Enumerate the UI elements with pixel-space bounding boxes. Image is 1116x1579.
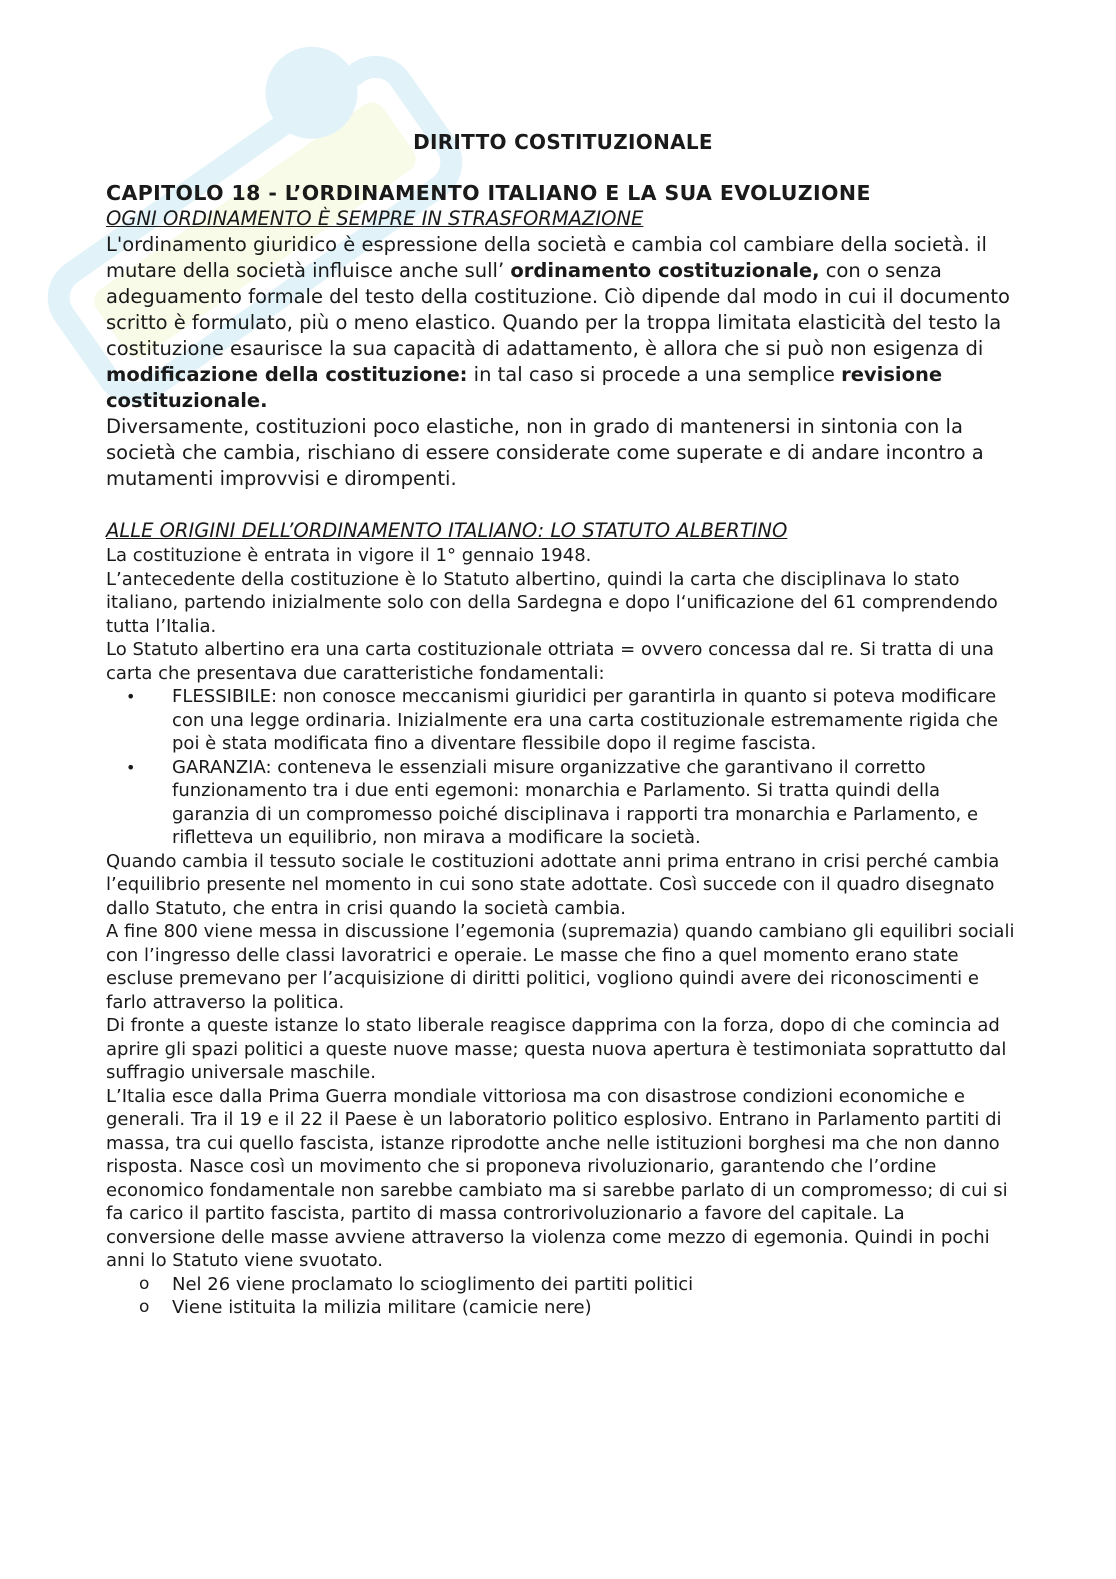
sub-list — [106, 1273, 1016, 1320]
document-page — [106, 130, 1016, 1320]
section-heading-2: ALLE ORIGINI DELL’ORDINAMENTO ITALIANO: LO STATUTO ALBERTINO — [106, 519, 788, 542]
circle-marker: o — [139, 1297, 150, 1317]
paragraph: L'ordinamento giuridico è espressione della società e cambia col cambiare della società. il mutare della società influisce anche sull’ ordinamento costituzionale, con o senza adeguamento formale del testo della costituzione. Ciò dipende dal modo in cui il documento scritto è formulato, più o meno elastico. Quando per la troppa limitata elasticità del testo la costituzione esaurisce la sua capacità di adattamento, è allora che si può non esigenza di modificazione della costituzione: in tal caso si procede a una semplice revisione costituzionale. — [106, 233, 1010, 412]
paragraph: Lo Statuto albertino era una carta costituzionale ottriata = ovvero concessa dal re. Si tratta di una carta che presentava due caratteristiche fondamentali: — [106, 639, 995, 684]
chapter-title: CAPITOLO 18 - L’ORDINAMENTO ITALIANO E LA SUA EVOLUZIONE — [106, 181, 871, 205]
document-title: DIRITTO COSTITUZIONALE — [413, 130, 713, 154]
section-heading-1: OGNI ORDINAMENTO È SEMPRE IN STRASFORMAZIONE — [106, 207, 644, 230]
paragraph: L’Italia esce dalla Prima Guerra mondiale vittoriosa ma con disastrose condizioni economiche e generali. Tra il 19 e il 22 il Paese è un laboratorio politico esplosivo. Entrano in Parlamento partiti di massa, tra cui quello fascista, istanze riprodotte anche nelle istituzioni borghesi ma che non danno risposta. Nasce così un movimento che si proponeva rivoluzionario, garantendo che l’ordine economico fondamentale non sarebbe cambiato ma si sarebbe parlato di un compromesso; di cui si fa carico il partito fascista, partito di massa controrivoluzionario a favore del capitale. La conversione delle masse avviene attraverso la violenza come mezzo di egemonia. Quindi in pochi anni lo Statuto viene svuotato. — [106, 1085, 1008, 1271]
paragraph: Quando cambia il tessuto sociale le costituzioni adottate anni prima entrano in crisi perché cambia l’equilibrio presente nel momento in cui sono state adottate. Così succede con il quadro disegnato dallo Statuto, che entra in crisi quando la società cambia. — [106, 850, 1000, 919]
bullet-list — [106, 685, 1016, 850]
paragraph: Di fronte a queste istanze lo stato liberale reagisce dapprima con la forza, dopo di che comincia ad aprire gli spazi politici a queste nuove masse; questa nuova apertura è testimoniata soprattutto dal suffragio universale maschile. — [106, 1015, 1007, 1083]
list-item: o Viene istituita la milizia militare (camicie nere) — [139, 1297, 592, 1318]
paragraph: La costituzione è entrata in vigore il 1° gennaio 1948. — [106, 545, 592, 566]
paragraph: Diversamente, costituzioni poco elastiche, non in grado di mantenersi in sintonia con la società che cambia, rischiano di essere considerate come superate e di andare incontro a mutamenti improvvisi e dirompenti. — [106, 415, 984, 490]
paragraph: A fine 800 viene messa in discussione l’egemonia (supremazia) quando cambiano gli equilibri sociali con l’ingresso delle classi lavoratrici e operaie. Le masse che fino a quel momento erano state escluse premevano per l’acquisizione di diritti politici, vogliono quindi avere dei riconoscimenti e farlo attraverso la politica. — [106, 921, 1015, 1013]
bullet-marker: • — [126, 687, 136, 706]
circle-marker: o — [139, 1273, 150, 1294]
list-item: o Nel 26 viene proclamato lo scioglimento dei partiti politici — [139, 1273, 694, 1295]
list-item: • GARANZIA: conteneva le essenziali misure organizzative che garantivano il corretto funzionamento tra i due enti egemoni: monarchia e Parlamento. Si tratta quindi della garanzia di un compromesso poiché disciplinava i rapporti tra monarchia e Parlamento, e rifletteva un equilibrio, non mirava a modificare la società. — [126, 756, 979, 848]
list-item: • FLESSIBILE: non conosce meccanismi giuridici per garantirla in quanto si poteva modificare con una legge ordinaria. Inizialmente era una carta costituzionale estremamente rigida che poi è stata modificata fino a diventare flessibile dopo il regime fascista. — [126, 686, 999, 754]
paragraph: L’antecedente della costituzione è lo Statuto albertino, quindi la carta che disciplinava lo stato italiano, partendo inizialmente solo con della Sardegna e dopo l‘unificazione del 61 comprendendo tutta l’Italia. — [106, 568, 998, 637]
bullet-marker: • — [126, 757, 136, 777]
